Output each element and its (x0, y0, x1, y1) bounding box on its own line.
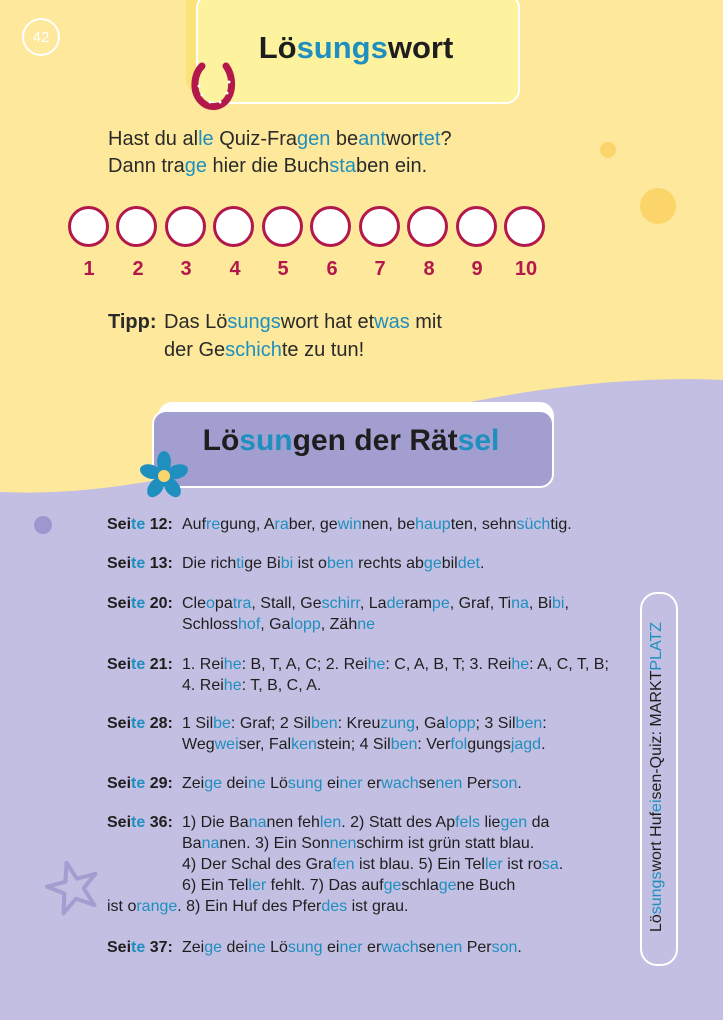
slot-number: 1 (83, 258, 95, 280)
letter-slot[interactable] (310, 206, 351, 247)
decorative-dot (600, 142, 616, 158)
solution-text: Zeige deine Lösung einer erwachsenen Person. (182, 939, 522, 956)
solution-label: Seite 21: (107, 656, 173, 673)
letter-slot[interactable] (359, 206, 400, 247)
solution-label: Seite 28: (107, 715, 173, 732)
solution-label: Seite 20: (107, 595, 173, 612)
section-title: Lösungen der Rätsel (202, 424, 500, 457)
letter-slot[interactable] (407, 206, 448, 247)
intro-line-1: Hast du alle Quiz-Fragen beantwortet? (108, 128, 452, 150)
decorative-dot (34, 516, 52, 534)
solution-text: Die richtige Bibi ist oben rechts abgebildet. (182, 555, 485, 572)
tipp-text: Das Lösungswort hat etwas mit der Geschichte zu tun! (164, 311, 442, 361)
solution-text: Zeige deine Lösung einer erwachsenen Person. (182, 775, 522, 792)
slot-number: 2 (132, 258, 144, 280)
horseshoe-icon (188, 60, 240, 112)
letter-slot[interactable] (504, 206, 545, 247)
solution-label: Seite 12: (107, 516, 173, 533)
solution-label: Seite 29: (107, 775, 173, 792)
slot-number: 8 (423, 258, 435, 280)
solution-text: 1) Die Bananen fehlen. 2) Statt des Apfels liegen da Bananen. 3) Ein Sonnenschirm ist grün statt blau. 4) Der Schal des Grafen ist blau. 5) Ein Teller ist rosa. 6) Ein Teller fehlt. 7) Das aufgeschlagene Buch ist orange. 8) Ein Huf des Pferdes ist grau. (107, 814, 564, 915)
slot-number: 9 (471, 258, 483, 280)
slot-number: 5 (277, 258, 289, 280)
letter-slot[interactable] (456, 206, 497, 247)
solution-label: Seite 36: (107, 814, 173, 831)
letter-slot[interactable] (262, 206, 303, 247)
letter-slot[interactable] (165, 206, 206, 247)
letter-slots (68, 206, 548, 250)
intro-line-2: Dann trage hier die Buchstaben ein. (108, 155, 428, 177)
flower-icon (138, 450, 190, 502)
letter-slot[interactable] (213, 206, 254, 247)
page-title: Lösungswort (258, 30, 454, 65)
slot-number: 10 (514, 258, 538, 280)
solution-text: Aufregung, Araber, gewinnen, behaupten, sehnsüchtig. (182, 516, 572, 533)
solution-label: Seite 37: (107, 939, 173, 956)
solution-text: 1. Reihe: B, T, A, C; 2. Reihe: C, A, B, T; 3. Reihe: A, C, T, B; 4. Reihe: T, B, C, A. (182, 656, 609, 694)
decorative-dot (640, 188, 676, 224)
solution-text: Cleopatra, Stall, Geschirr, Laderampe, Graf, Tina, Bibi, Schlosshof, Galopp, Zähne (182, 595, 569, 633)
slot-number: 4 (229, 258, 241, 280)
page-number: 42 (22, 18, 60, 56)
slot-number: 7 (374, 258, 386, 280)
side-note: Lösungswort Hufeisen-Quiz: MARKTPLATZ (648, 621, 665, 933)
intro-text (108, 126, 452, 180)
tipp-label: Tipp: (108, 311, 157, 333)
letter-slot[interactable] (68, 206, 109, 247)
star-icon (44, 858, 102, 916)
letter-slot[interactable] (116, 206, 157, 247)
solution-label: Seite 13: (107, 555, 173, 572)
solution-text: 1 Silbe: Graf; 2 Silben: Kreuzung, Galopp; 3 Silben: Wegweiser, Falkenstein; 4 Silben: Verfolgungsjagd. (182, 715, 547, 753)
slot-number: 6 (326, 258, 338, 280)
slot-number: 3 (180, 258, 192, 280)
